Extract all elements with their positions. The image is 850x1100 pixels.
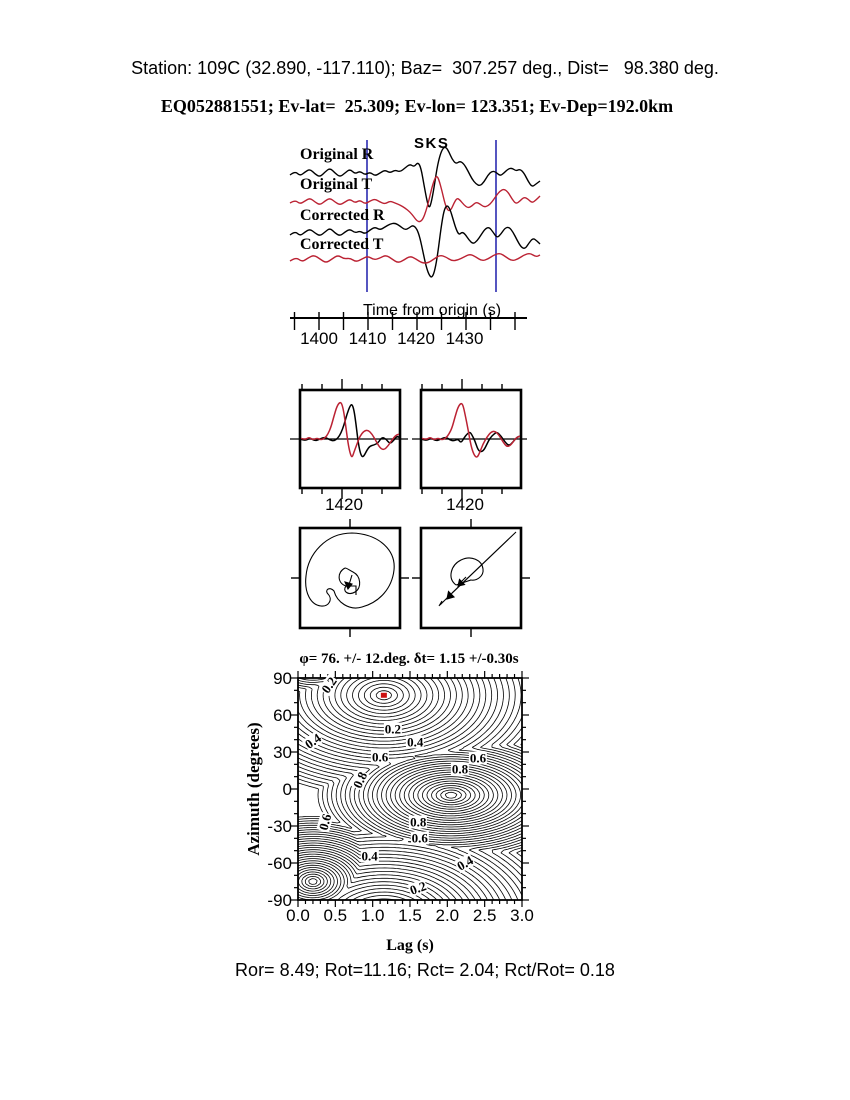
particle-motion-corrected-path bbox=[458, 580, 465, 587]
azimuth-tick-label: -30 bbox=[267, 817, 292, 836]
contour-level-label: 0.6 bbox=[469, 750, 487, 766]
splitting-result-title: φ= 76. +/- 12.deg. δt= 1.15 +/-0.30s bbox=[299, 651, 519, 667]
contour-level-label: 0.2 bbox=[408, 877, 429, 898]
lag-axis-label: Lag (s) bbox=[386, 937, 434, 954]
energy-ratio-line: Ror= 8.49; Rot=11.16; Rct= 2.04; Rct/Rot= 0.18 bbox=[235, 960, 615, 980]
time-tick-label: 1400 bbox=[300, 329, 338, 348]
azimuth-axis-label: Azimuth (degrees) bbox=[244, 722, 263, 856]
phase-label: SKS bbox=[414, 135, 450, 152]
lag-tick-label: 0.5 bbox=[323, 906, 348, 925]
particle-motion-original-box bbox=[300, 528, 400, 628]
contour-level-label: 0.8 bbox=[410, 814, 427, 830]
contour-level-label: 0.6 bbox=[372, 749, 389, 765]
lag-tick-label: 1.5 bbox=[398, 906, 422, 925]
particle-motion-corrected-path bbox=[439, 598, 447, 606]
time-tick-label: 1410 bbox=[348, 329, 387, 348]
azimuth-tick-label: -60 bbox=[267, 854, 292, 873]
azimuth-tick-label: 90 bbox=[273, 669, 292, 688]
contour-level-label: 0.2 bbox=[318, 674, 341, 697]
trace-label-corrected-r: Corrected R bbox=[300, 207, 385, 224]
time-tick-label: 1430 bbox=[445, 329, 484, 348]
azimuth-tick-label: 30 bbox=[273, 743, 292, 762]
contour-level-label: 0.4 bbox=[361, 848, 378, 864]
lag-tick-label: 2.0 bbox=[435, 906, 460, 925]
time-tick-label: 1420 bbox=[397, 329, 435, 348]
error-surface-contours bbox=[298, 678, 522, 900]
particle-motion-corrected-box bbox=[421, 528, 521, 628]
particle-motion-corrected-path bbox=[451, 558, 483, 585]
station-info-line: Station: 109C (32.890, -117.110); Baz= 307.257 deg., Dist= 98.380 deg. bbox=[131, 58, 719, 78]
contour-level-label: 0.2 bbox=[384, 721, 401, 737]
trace-label-corrected-t: Corrected T bbox=[300, 236, 384, 253]
event-info-line: EQ052881551; Ev-lat= 25.309; Ev-lon= 123.351; Ev-Dep=192.0km bbox=[160, 96, 674, 116]
contour-level-label: 0.8 bbox=[451, 761, 469, 777]
azimuth-tick-label: 60 bbox=[273, 706, 292, 725]
lag-tick-label: 2.5 bbox=[472, 906, 497, 925]
trace-label-original-t: Original T bbox=[300, 176, 373, 193]
contour-level-label: 0.6 bbox=[411, 830, 428, 846]
wavelet-tick-label-right: 1420 bbox=[446, 495, 484, 514]
contour-level-label: 0.8 bbox=[349, 769, 371, 791]
particle-motion-original-path bbox=[339, 568, 360, 593]
contour-level-label: 0.4 bbox=[407, 734, 424, 750]
wavelet-tick-label-left: 1420 bbox=[325, 495, 363, 514]
wavelet-trace-slow bbox=[300, 403, 400, 457]
contour-level-label: 0.4 bbox=[454, 852, 477, 874]
trace-corrected-t bbox=[290, 254, 540, 263]
contour-level-label: 0.6 bbox=[315, 812, 335, 833]
particle-motion-original-path bbox=[345, 582, 352, 589]
wavelet-trace-slow bbox=[421, 404, 521, 457]
best-solution-marker bbox=[381, 693, 387, 698]
azimuth-tick-label: -90 bbox=[267, 891, 292, 910]
contour-level-label: 0.4 bbox=[301, 730, 324, 752]
azimuth-tick-label: 0 bbox=[282, 780, 292, 799]
trace-label-original-r: Original R bbox=[300, 146, 374, 163]
lag-tick-label: 1.0 bbox=[360, 906, 385, 925]
lag-tick-label: 0.0 bbox=[286, 906, 310, 925]
lag-tick-label: 3.0 bbox=[510, 906, 534, 925]
time-axis-label: Time from origin (s) bbox=[362, 302, 502, 319]
